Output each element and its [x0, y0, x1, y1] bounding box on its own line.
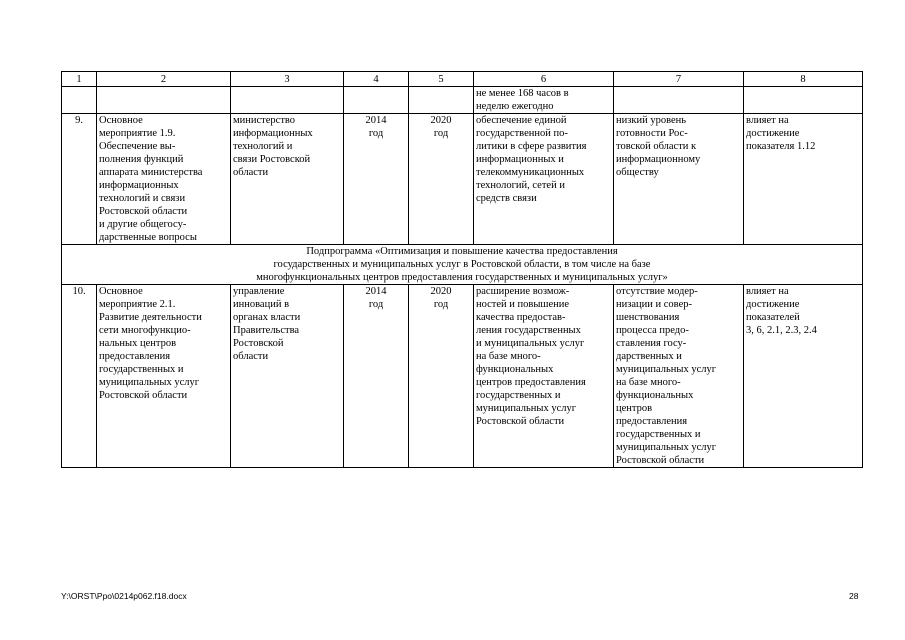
executor: управление инноваций в органах власти Правительства Ростовской области — [231, 285, 344, 468]
column-number: 4 — [344, 72, 409, 87]
cell-empty — [614, 87, 744, 114]
column-number: 5 — [409, 72, 474, 87]
footer-file-path: Y:\ORST\Ppo\0214p062.f18.docx — [61, 591, 187, 601]
executor: министерство информационных технологий и связи Ростовской области — [231, 114, 344, 245]
indicator-link: влияет на достижение показателей 3, 6, 2.1, 2.3, 2.4 — [744, 285, 863, 468]
column-number: 1 — [62, 72, 97, 87]
column-number: 2 — [97, 72, 231, 87]
end-year: 2020 год — [409, 285, 474, 468]
continuation-row — [62, 87, 863, 114]
measures-table — [61, 71, 863, 468]
column-number: 6 — [474, 72, 614, 87]
measure-name: Основное мероприятие 2.1. Развитие деятельности сети многофункцио- нальных центров предоставления государственных и муниципальных услуг Ростовской области — [97, 285, 231, 468]
non-implementation-consequence: отсутствие модер- низации и совер- шенствования процесса предо- ставления госу- дарственных и муниципальных услуг на базе много- функциональных центров предоставления государственных и муниципальных услуг Ростовской области — [614, 285, 744, 468]
cell-empty — [744, 87, 863, 114]
row-number: 9. — [62, 114, 97, 245]
row-number: 10. — [62, 285, 97, 468]
cell-empty — [62, 87, 97, 114]
table-row — [62, 285, 863, 468]
start-year: 2014 год — [344, 114, 409, 245]
start-year: 2014 год — [344, 285, 409, 468]
cell-empty — [97, 87, 231, 114]
measure-name: Основное мероприятие 1.9. Обеспечение вы- полнения функций аппарата министерства информационных технологий и связи Ростовской области и другие общегосу- дарственные вопросы — [97, 114, 231, 245]
column-number-row — [62, 72, 863, 87]
column-number: 7 — [614, 72, 744, 87]
end-year: 2020 год — [409, 114, 474, 245]
table-row — [62, 114, 863, 245]
cell-empty — [344, 87, 409, 114]
column-number: 3 — [231, 72, 344, 87]
expected-result: обеспечение единой государственной по- литики в сфере развития информационных и телекоммуникационных технологий, сетей и средств связи — [474, 114, 614, 245]
subprogram-row — [62, 245, 863, 285]
page-number: 28 — [849, 591, 859, 601]
column-number: 8 — [744, 72, 863, 87]
continuation-result: не менее 168 часов в неделю ежегодно — [474, 87, 614, 114]
expected-result: расширение возмож- ностей и повышение качества предостав- ления государственных и муниципальных услуг на базе много- функциональных центров предоставления государственных и муниципальных услуг Ростовской области — [474, 285, 614, 468]
cell-empty — [409, 87, 474, 114]
non-implementation-consequence: низкий уровень готовности Рос- товской области к информационному обществу — [614, 114, 744, 245]
subprogram-title: Подпрограмма «Оптимизация и повышение качества предоставления государственных и муниципальных услуг в Ростовской области, в том числе на базе многофункциональных центров предоставления государственных и муниципальных услуг» — [62, 245, 863, 285]
indicator-link: влияет на достижение показателя 1.12 — [744, 114, 863, 245]
cell-empty — [231, 87, 344, 114]
